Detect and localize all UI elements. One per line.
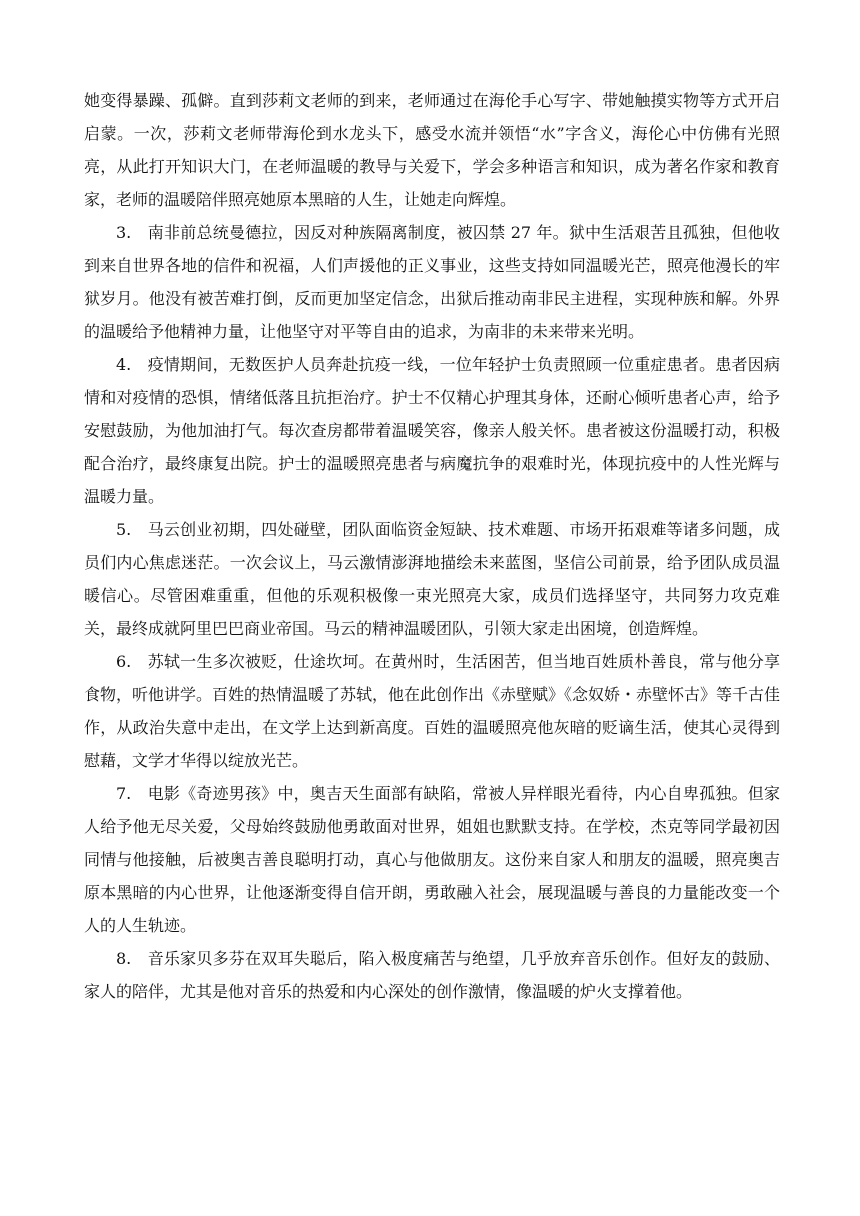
- paragraph-item-7: 7. 电影《奇迹男孩》中，奥吉天生面部有缺陷，常被人异样眼光看待，内心自卑孤独。但家人给予他无尽关爱，父母始终鼓励他勇敢面对世界，姐姐也默默支持。在学校，杰克等同学最初因同情与他接触，后被奥吉善良聪明打动，真心与他做朋友。这份来自家人和朋友的温暖，照亮奥吉原本黑暗的内心世界，让他逐渐变得自信开朗，勇敢融入社会，展现温暖与善良的力量能改变一个人的人生轨迹。: [84, 784, 780, 935]
- paragraph-item-3: 3. 南非前总统曼德拉，因反对种族隔离制度，被囚禁 27 年。狱中生活艰苦且孤独，但他收到来自世界各地的信件和祝福，人们声援他的正义事业，这些支持如同温暖光芒，照亮他漫长的牢狱岁月。他没有被苦难打倒，反而更加坚定信念，出狱后推动南非民主进程，实现种族和解。外界的温暖给予他精神力量，让他坚守对平等自由的追求，为南非的未来带来光明。: [84, 223, 780, 341]
- paragraph-continued: 她变得暴躁、孤僻。直到莎莉文老师的到来，老师通过在海伦手心写字、带她触摸实物等方式开启启蒙。一次，莎莉文老师带海伦到水龙头下，感受水流并领悟“水”字含义，海伦心中仿佛有光照亮，从此打开知识大门，在老师温暖的教导与关爱下，学会多种语言和知识，成为著名作家和教育家，老师的温暖陪伴照亮她原本黑暗的人生，让她走向辉煌。: [84, 91, 780, 209]
- paragraph-item-5: 5. 马云创业初期，四处碰壁，团队面临资金短缺、技术难题、市场开拓艰难等诸多问题，成员们内心焦虑迷茫。一次会议上，马云激情澎湃地描绘未来蓝图，坚信公司前景，给予团队成员温暖信心。尽管困难重重，但他的乐观积极像一束光照亮大家，成员们选择坚守，共同努力攻克难关，最终成就阿里巴巴商业帝国。马云的精神温暖团队，引领大家走出困境，创造辉煌。: [84, 520, 780, 638]
- paragraph-item-8: 8. 音乐家贝多芬在双耳失聪后，陷入极度痛苦与绝望，几乎放弃音乐创作。但好友的鼓励、家人的陪伴，尤其是他对音乐的热爱和内心深处的创作激情，像温暖的炉火支撑着他。: [84, 949, 780, 1001]
- paragraph-item-6: 6. 苏轼一生多次被贬，仕途坎坷。在黄州时，生活困苦，但当地百姓质朴善良，常与他分享食物，听他讲学。百姓的热情温暖了苏轼，他在此创作出《赤壁赋》《念奴娇・赤壁怀古》等千古佳作，从政治失意中走出，在文学上达到新高度。百姓的温暖照亮他灰暗的贬谪生活，使其心灵得到慰藉，文学才华得以绽放光芒。: [84, 652, 781, 770]
- document-page: [84, 84, 780, 1008]
- paragraph-item-4: 4. 疫情期间，无数医护人员奔赴抗疫一线，一位年轻护士负责照顾一位重症患者。患者因病情和对疫情的恐惧，情绪低落且抗拒治疗。护士不仅精心护理其身体，还耐心倾听患者心声，给予安慰鼓励，为他加油打气。每次查房都带着温暖笑容，像亲人般关怀。患者被这份温暖打动，积极配合治疗，最终康复出院。护士的温暖照亮患者与病魔抗争的艰难时光，体现抗疫中的人性光辉与温暖力量。: [84, 355, 780, 506]
